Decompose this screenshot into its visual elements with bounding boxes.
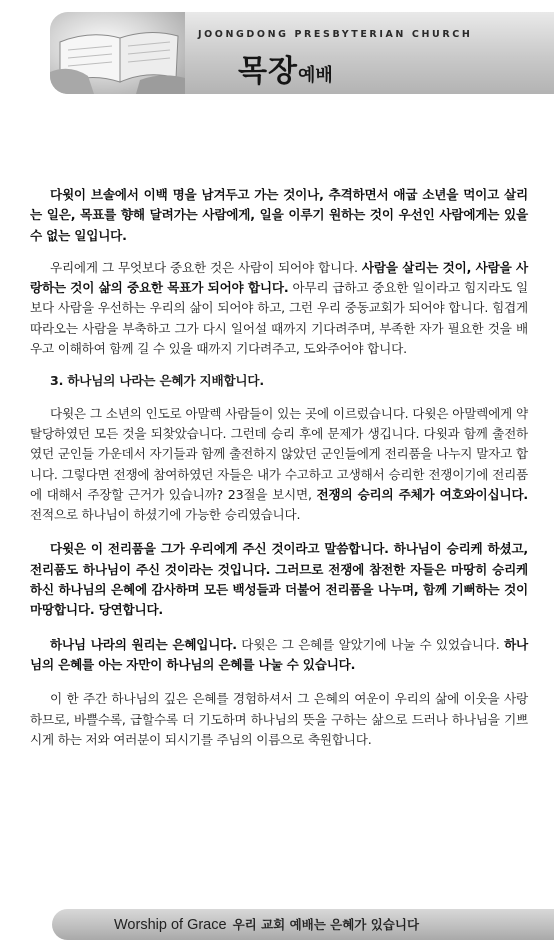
footer-banner [52,909,554,940]
paragraph-2 [30,258,528,359]
paragraph-5-emphasis-a: 하나님 나라의 원리는 은혜입니다. [50,636,237,652]
paragraph-1: 다윗이 브솔에서 이백 명을 남겨두고 가는 것이나, 추격하면서 애굽 소년을 먹이고 살리는 일은, 목표를 향해 달려가는 사람에게, 일을 이루기 원하는 것이 우선인 사람에게는 있을 수 없는 일입니다. [30,187,528,243]
footer-english: Worship of Grace [114,917,227,933]
paragraph-3 [30,404,528,526]
service-title [238,46,333,90]
header-banner [50,12,554,94]
footer-text [114,915,419,933]
church-name: JOONGDONG PRESBYTERIAN CHURCH [198,29,473,40]
section-heading-3: 3. 하나님의 나라는 은혜가 지배합니다. [50,373,264,389]
paragraph-2-part-c: 아무리 급하고 중요한 일이라고 힘지라도 일보다 사람을 우선하는 우리의 삶이 되어야 하고, 그런 우리 중동교회가 되어야 합니다. 힘겹게 따라오는 사람을 부축하고 그가 다시 일어설 때까지 기다려주며, 부족한 자가 필요한 것을 배우고 이해하여 함께 길 수 있을 때까지 기다려주고, 도와주어야 합니다. [30,280,528,357]
paragraph-6: 이 한 주간 하나님의 깊은 은혜를 경험하셔서 그 은혜의 여운이 우리의 삶에 이웃을 사랑하므로, 바쁠수록, 급할수록 더 기도하며 하나님의 뜻을 구하는 삶으로 드러나 하나님을 기쁘시게 하는 저와 여러분이 되시기를 주님의 이름으로 축원합니다. [30,691,528,747]
paragraph-3-emphasis: 전쟁의 승리의 주체가 여호와이십니다. [316,486,528,502]
paragraph-3-part-a: 다윗은 그 소년의 인도로 아말렉 사람들이 있는 곳에 이르렀습니다. 다윗은 아말렉에게 약탈당하였던 모든 것을 되찾았습니다. 그런데 승리 후에 문제가 생깁니다. 다윗과 함께 출전하였던 군인들 가운데서 자기들과 함께 출전하지 않았던 군인들에게 전리품을 나누지 말자고 합니다. 그렇다면 전쟁에 참여하였던 자들은 내가 수고하고 고생해서 승리한 전쟁이기에 전리품에 대해서 주장할 근거가 있습니까? 23절을 보시면, [30,405,528,502]
footer-korean: 우리 교회 예배는 은혜가 있습니다 [232,917,420,932]
paragraph-3-part-c: 전적으로 하나님이 하셨기에 가능한 승리였습니다. [30,507,301,523]
sermon-body [30,185,528,750]
service-title-main: 목장 [238,54,298,89]
service-title-sub: 예배 [297,65,333,86]
paragraph-2-emphasis: 사람을 살리는 것이, 사람을 사랑하는 것이 삶의 중요한 목표가 되어야 합니다. [30,259,528,296]
open-bible-hands-photo [50,12,185,94]
paragraph-2-part-a: 우리에게 그 무엇보다 중요한 것은 사람이 되어야 합니다. [50,259,362,275]
paragraph-5-emphasis-c: 하나님의 은혜를 아는 자만이 하나님의 은혜를 나눌 수 있습니다. [30,636,529,672]
paragraph-4: 다윗은 이 전리품을 그가 우리에게 주신 것이라고 말씀합니다. 하나님이 승리케 하셨고, 전리품도 하나님이 주신 것이라는 것입니다. 그러므로 전쟁에 참전한 자들은 마땅히 승리케 하신 하나님의 은혜에 감사하며 모든 백성들과 더불어 전리품을 나누며, 함께 기뻐하는 것이 마땅합니다. 당연합니다. [30,541,528,618]
paragraph-5 [30,635,528,676]
paragraph-5-part-b: 다윗은 그 은혜를 알았기에 나눌 수 있었습니다. [236,636,505,652]
